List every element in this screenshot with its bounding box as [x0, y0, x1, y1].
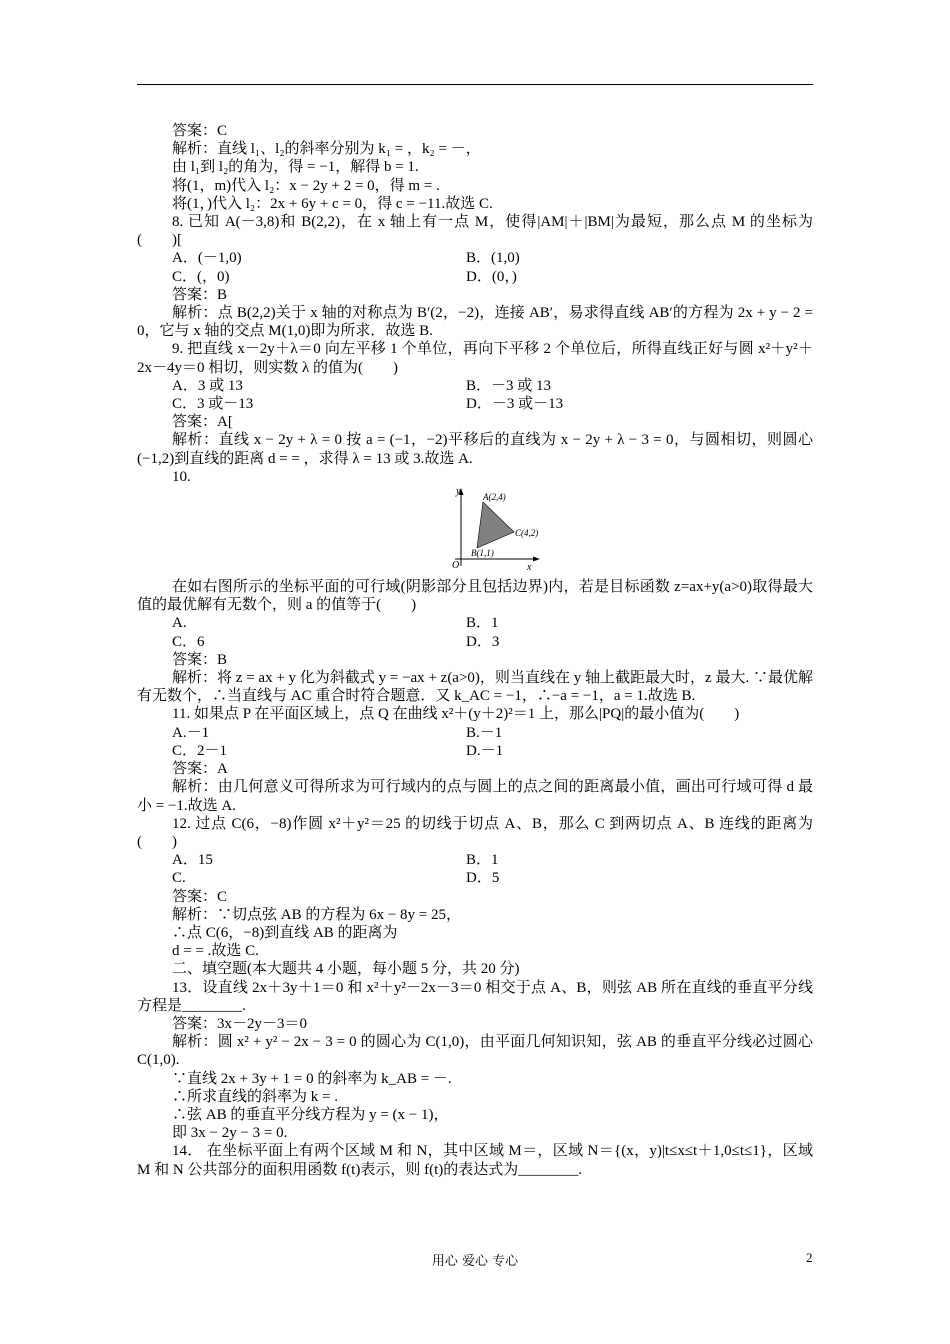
header-rule [137, 84, 813, 85]
text-line: 8. 已知 A(－3,8)和 B(2,2)，在 x 轴上有一点 M，使得|AM|＋|BM|为最短，那么点 M 的坐标为( )[ [137, 214, 813, 249]
option-item: D．5 [466, 870, 500, 887]
feasible-region-figure [137, 486, 813, 578]
text-line: 答案：A[ [172, 414, 233, 431]
option-item: C．(，0) [172, 268, 230, 285]
text-line: 答案：A [172, 761, 228, 778]
text-line: 答案：C [172, 123, 228, 139]
shaded-region [477, 502, 514, 548]
text-line: 14． 在坐标平面上有两个区域 M 和 N，其中区域 M＝，区域 N＝{(x，y)|t≤x≤t＋1,0≤t≤1}，区域 M 和 N 公共部分的面积用函数 f(t)表示，则 f(t)的表达式为________. [137, 1143, 813, 1178]
text-line: ∴所求直线的斜率为 k = . [172, 1088, 338, 1105]
option-item: A．15 [172, 852, 213, 869]
option-item: B．1 [466, 852, 499, 869]
option-item: C. [172, 870, 186, 887]
option-item: C．6 [172, 633, 205, 650]
text-line: 9. 把直线 x－2y＋λ＝0 向左平移 1 个单位，再向下平移 2 个单位后，所得直线正好与圆 x²＋y²＋2x－4y＝0 相切，则实数 λ 的值为( ) [137, 341, 813, 376]
option-item: D．(0，) [466, 268, 517, 285]
options-row [137, 633, 813, 651]
option-item: C．3 或－13 [172, 396, 254, 413]
text-line: 解析：直线 l₁、l₂的斜率分别为 k₁ = ，k₂ = －， [172, 141, 481, 158]
options-row [137, 395, 813, 413]
point-c-label: C(4,2) [515, 528, 539, 539]
option-item: B．(1,0) [466, 250, 520, 267]
options-row [137, 869, 813, 887]
text-line: ∴弦 AB 的垂直平分线方程为 y = (x − 1)， [172, 1106, 449, 1123]
text-line: 即 3x − 2y − 3 = 0. [172, 1125, 288, 1142]
option-item: A．3 或 13 [172, 377, 243, 394]
text-line: 将(1，m)代入 l₂：x − 2y + 2 = 0，得 m = . [172, 177, 440, 194]
text-line: 解析：圆 x² + y² − 2x − 3 = 0 的圆心为 C(1,0)，由平面几何知识知，弦 AB 的垂直平分线必过圆心 C(1,0). [137, 1034, 813, 1069]
option-item: D.－1 [466, 742, 504, 759]
point-b-label: B(1,1) [471, 548, 494, 559]
text-line: 12. 过点 C(6，−8)作圆 x²＋y²＝25 的切线于切点 A、B，那么 C 到两切点 A、B 连线的距离为( ) [137, 815, 813, 850]
options-row [137, 724, 813, 742]
text-line: 答案：B [172, 651, 228, 668]
option-item: D．3 [466, 633, 500, 650]
text-line: 答案：3x－2y－3＝0 [172, 1015, 308, 1032]
text-line: 二、填空题(本大题共 4 小题，每小题 5 分，共 20 分) [172, 961, 520, 978]
text-line: d = = .故选 C. [172, 943, 259, 960]
text-line: 13．设直线 2x＋3y＋1＝0 和 x²＋y²－2x－3＝0 相交于点 A、B，则弦 AB 所在直线的垂直平分线方程是________. [137, 979, 813, 1014]
text-line: 11. 如果点 P 在平面区域上，点 Q 在曲线 x²＋(y＋2)²＝1 上，那么|PQ|的最小值为( ) [172, 706, 740, 723]
page-body [137, 122, 813, 1179]
options-row [137, 377, 813, 395]
text-line: ∵直线 2x + 3y + 1 = 0 的斜率为 k_AB = －. [172, 1070, 452, 1087]
text-line: 10. [172, 468, 191, 485]
origin-label: O [452, 560, 460, 572]
option-item: B.－1 [466, 724, 503, 741]
x-axis-label: x [527, 562, 532, 574]
option-item: A．(－1,0) [172, 250, 242, 267]
option-item: B．－3 或 13 [466, 377, 552, 394]
text-line: 答案：B [172, 286, 228, 303]
text-line: 答案：C [172, 888, 228, 905]
x-axis-arrow [533, 557, 540, 562]
page-number: 2 [806, 1250, 813, 1265]
text-line: 解析：将 z = ax + y 化为斜截式 y = −ax + z(a>0)，则当直线在 y 轴上截距最大时，z 最大. ∵最优解有无数个，∴当直线与 AC 重合时符合题意．又 k_AC = −1，∴−a = −1，a = 1.故选 B. [137, 670, 813, 705]
text-line: 在如右图所示的坐标平面的可行域(阴影部分且包括边界)内，若是目标函数 z=ax+y(a>0)取得最大值的最优解有无数个，则 a 的值等于( ) [137, 579, 813, 614]
text-line: 解析：点 B(2,2)关于 x 轴的对称点为 B′(2，−2)，连接 AB′，易求得直线 AB′的方程为 2x + y − 2 = 0，它与 x 轴的交点 M(1,0)即为所求．故选 B. [137, 305, 813, 340]
text-line: 解析：∵切点弦 AB 的方程为 6x − 8y = 25， [172, 906, 462, 923]
options-row [137, 249, 813, 267]
option-item: A.－1 [172, 724, 210, 741]
option-item: A. [172, 615, 187, 632]
text-line: 将(1，)代入 l₂：2x + 6y + c = 0，得 c = −11.故选 C. [172, 195, 493, 212]
text-line: ∴点 C(6，−8)到直线 AB 的距离为 [172, 924, 398, 941]
y-axis-label: y [456, 486, 461, 498]
footer-text: 用心 爱心 专心 [431, 1254, 519, 1269]
text-line: 解析：由几何意义可得所求为可行域内的点与圆上的点之间的距离最小值，画出可行域可得 d 最小 = −1.故选 A. [137, 779, 813, 814]
options-row [137, 851, 813, 869]
options-row [137, 614, 813, 632]
option-item: B．1 [466, 615, 499, 632]
options-row [137, 742, 813, 760]
text-line: 由 l₁到 l₂的角为，得 = −1，解得 b = 1. [172, 159, 419, 176]
options-row [137, 268, 813, 286]
option-item: D．－3 或－13 [466, 396, 564, 413]
point-a-label: A(2,4) [483, 492, 506, 503]
option-item: C．2－1 [172, 742, 228, 759]
text-line: 解析：直线 x − 2y + λ = 0 按 a = (−1，−2)平移后的直线为 x − 2y + λ − 3 = 0，与圆相切，则圆心(−1,2)到直线的距离 d = = ，求得 λ = 13 或 3.故选 A. [137, 432, 813, 467]
coordinate-plane [443, 486, 543, 576]
